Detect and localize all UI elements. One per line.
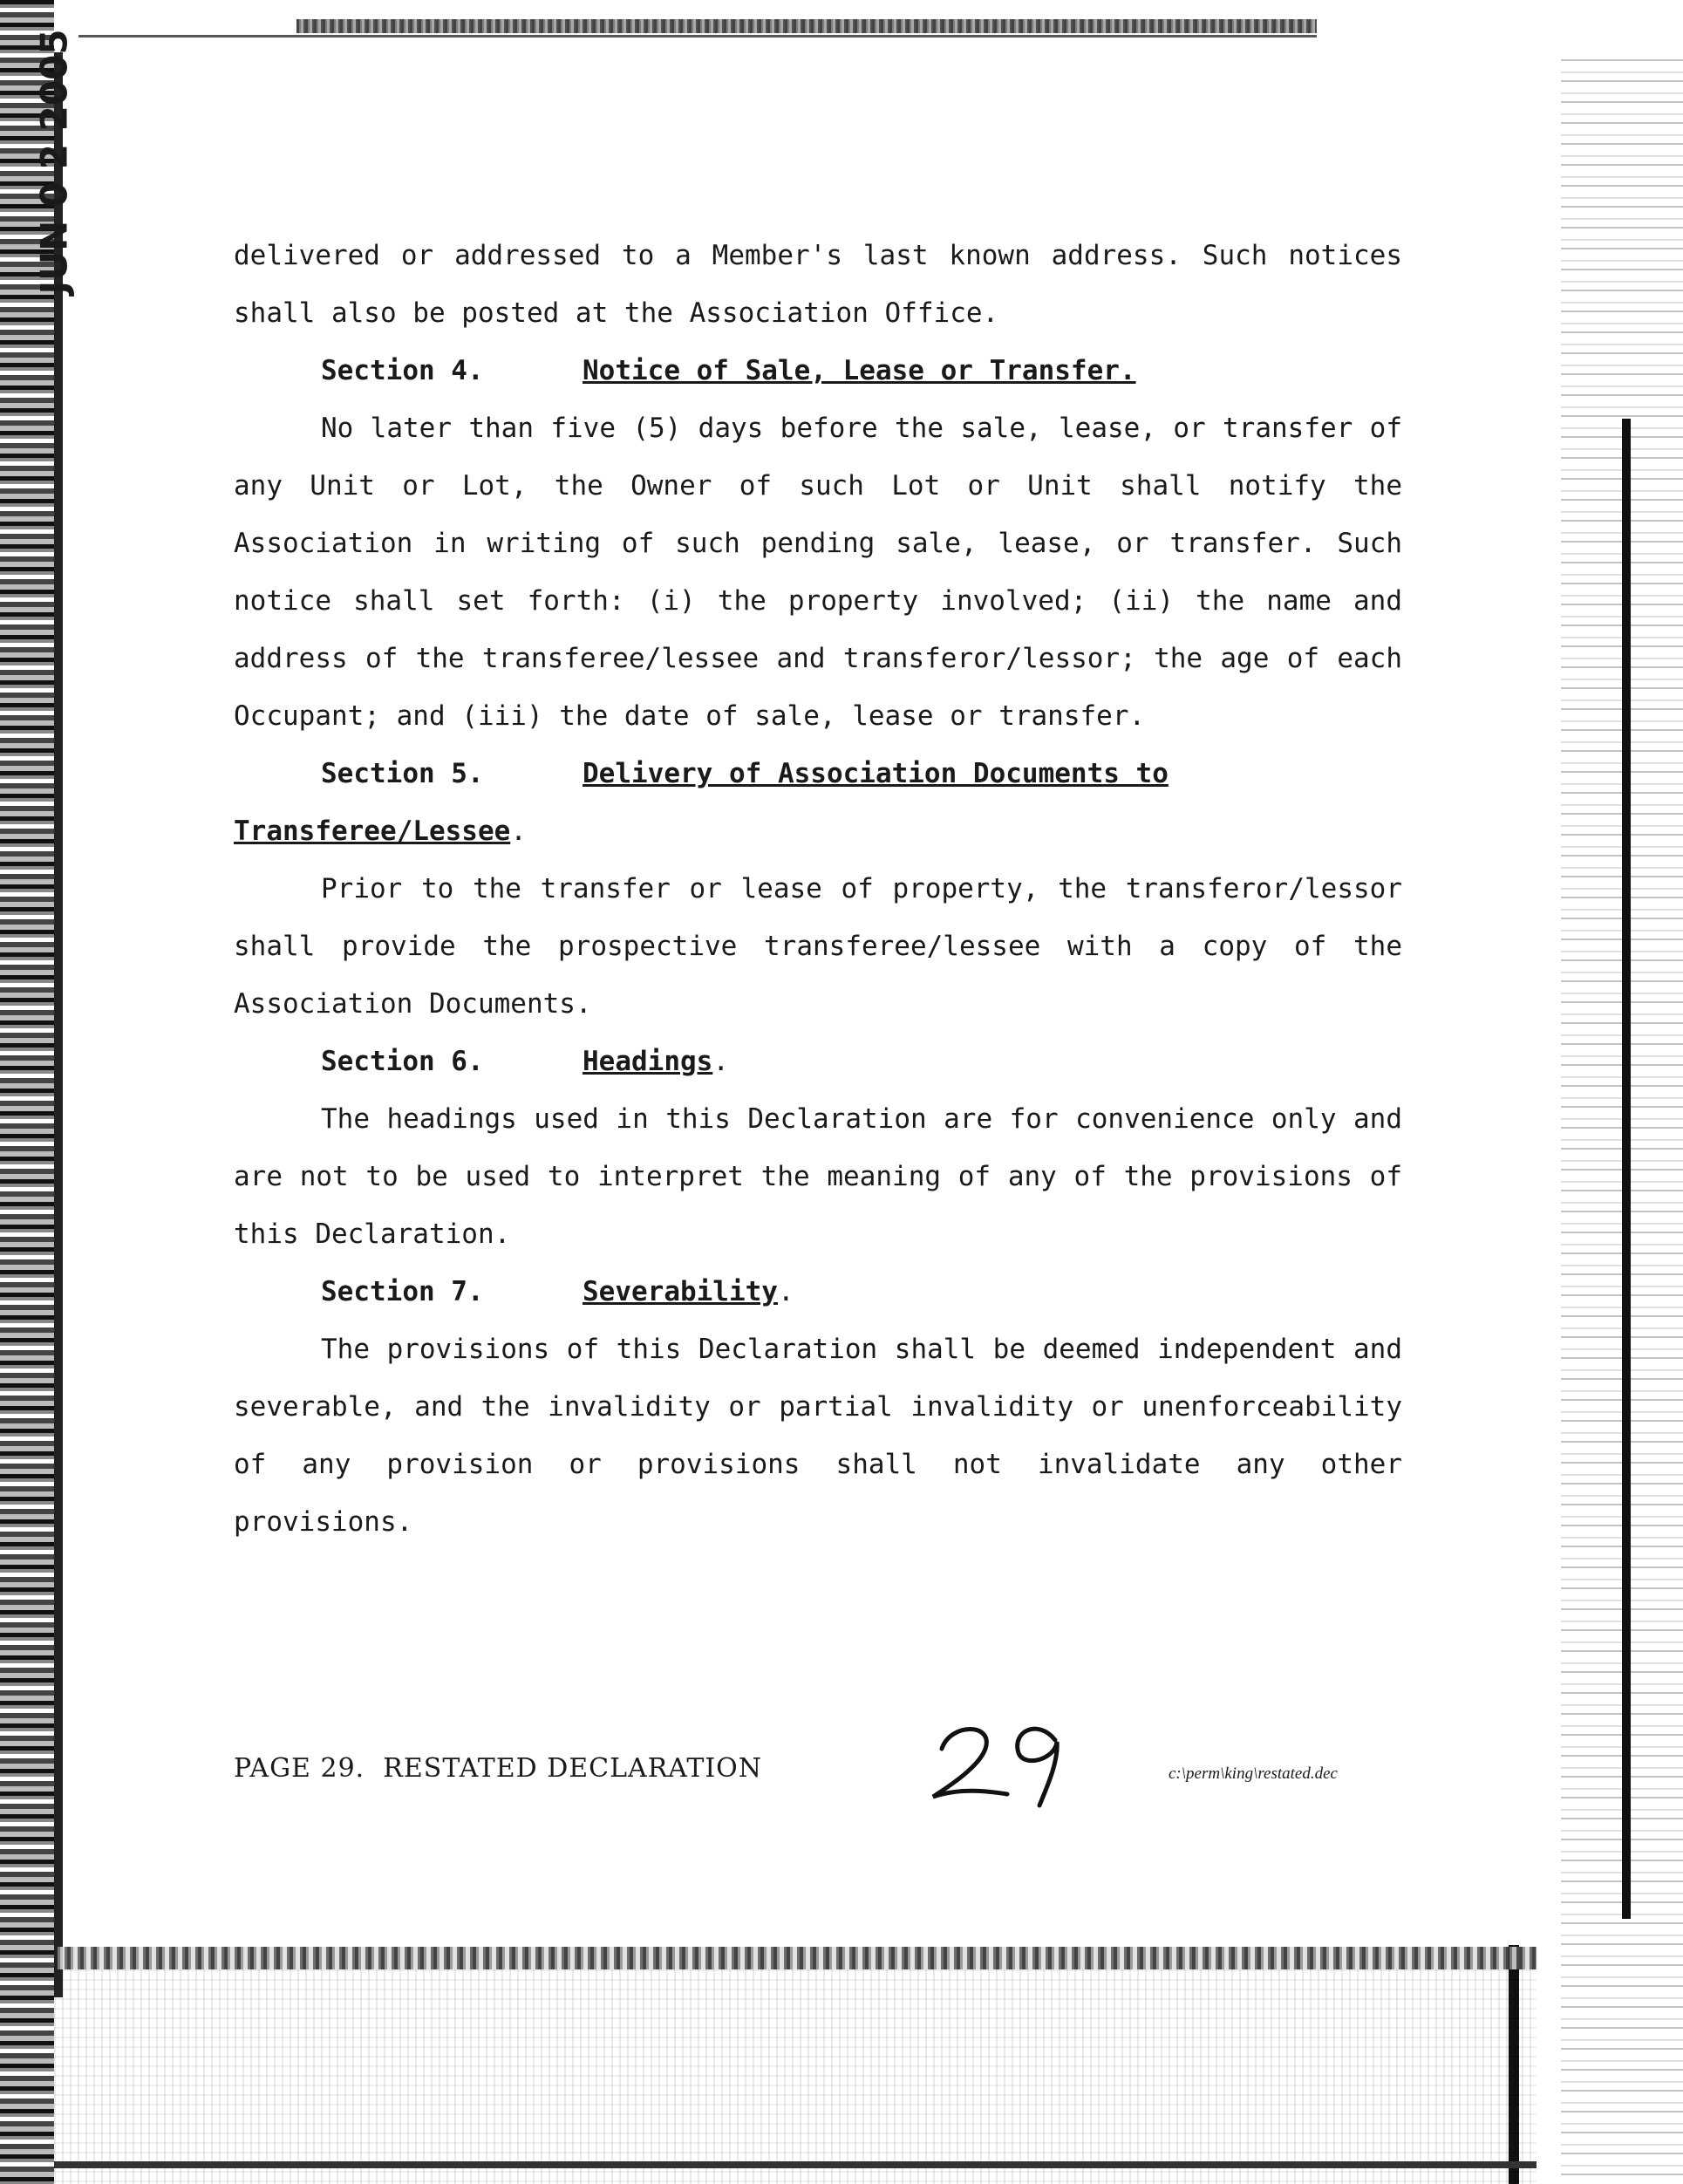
section-4-heading [234,342,1402,399]
section-5-heading [234,745,1402,802]
section-5-paragraph: Prior to the transfer or lease of property, the transferor/lessor shall provide the prospective transferee/lessee with a copy of the Association Documents. [234,873,1402,1020]
section-6-paragraph: The headings used in this Declaration are for convenience only and are not to be used to interpret the meaning of any of the provisions of this Declaration. [234,1103,1402,1250]
section-number: Section 4. [321,355,484,386]
stamp-text: JUN 0 2 2005 [32,28,76,295]
section-7-heading: Section 7. Severability. [234,1263,1402,1321]
scan-artifact-top [296,19,1317,33]
section-title: Notice of Sale, Lease or Transfer. [583,355,1136,386]
section-title: Severability [583,1276,778,1307]
scan-artifact-left-edge [0,0,54,2184]
document-body [234,227,1402,1551]
scan-artifact-left-border [54,52,63,1997]
paragraph-continuation: delivered or addressed to a Member's last known address. Such notices shall also be posted at the Association Office. [234,240,1402,329]
scan-artifact-bottom-band [54,1947,1537,1969]
section-title: Headings [583,1046,713,1077]
scan-artifact-right-border [1622,419,1631,1919]
section-number: Section 7. [321,1276,484,1307]
file-path-label: c:\perm\king\restated.dec [1169,1764,1338,1783]
scan-artifact-top-line [78,35,1317,38]
section-7-paragraph: The provisions of this Declaration shall be deemed independent and severable, and the invalidity or partial invalidity or unenforceability of any provision or provisions shall not invalidate any other provisions. [234,1334,1402,1538]
section-6-heading: Section 6. Headings. [234,1033,1402,1090]
section-title: Delivery of Association Documents to [583,758,1169,789]
section-number: Section 6. [321,1046,484,1077]
section-title-continued: Transferee/Lessee [234,816,511,847]
scan-artifact-bottom-noise [54,1969,1537,2184]
scan-artifact-bottom-line [54,2161,1537,2168]
received-date-stamp [10,28,98,295]
section-5-heading-continued: Transferee/Lessee. [234,816,527,847]
handwritten-page-number [924,1714,1081,1810]
page-footer-label: PAGE 29. RESTATED DECLARATION [234,1753,763,1784]
section-4-paragraph: No later than five (5) days before the sale, lease, or transfer of any Unit or Lot, the Owner of such Lot or Unit shall notify the Association in writing of such pending sale, lease, or transfer. Such notice shall set forth: (i) the property involved; (ii) the name and address of the transferee/lessee and transferor/lessor; the age of each Occupant; and (iii) the date of sale, lease or transfer. [234,413,1402,732]
section-number: Section 5. [321,758,484,789]
